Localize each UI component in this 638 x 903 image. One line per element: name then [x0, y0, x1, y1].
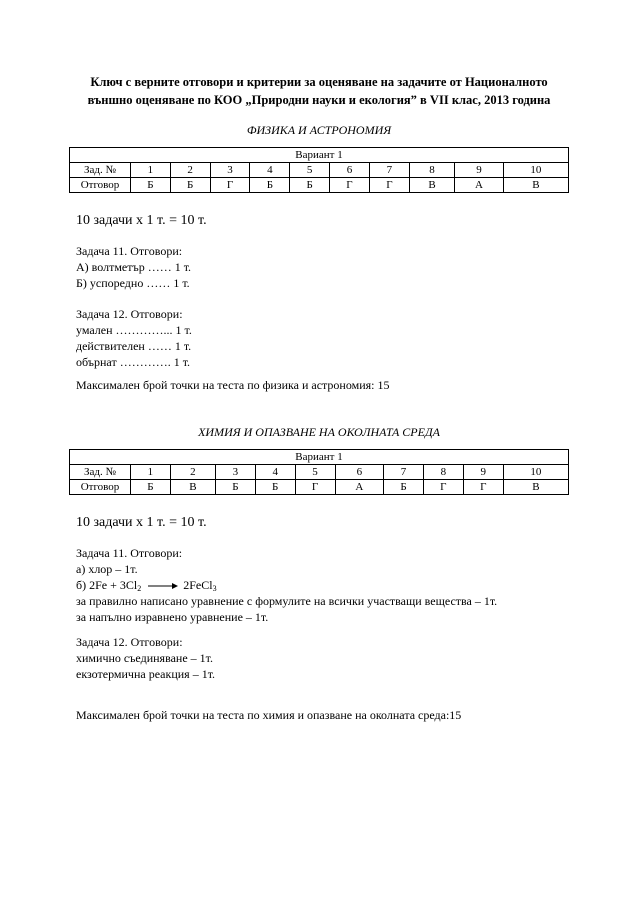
task-number: 10: [503, 465, 568, 480]
answer-cell: Б: [216, 480, 256, 495]
physics-section-heading: ФИЗИКА И АСТРОНОМИЯ: [246, 123, 392, 137]
reaction-arrow-icon: [148, 582, 178, 590]
chemistry-task11-answer-a: а) хлор – 1т.: [76, 562, 138, 576]
answer-cell: В: [503, 178, 568, 193]
answer-cell: В: [409, 178, 454, 193]
answer-cell: А: [455, 178, 504, 193]
task-number: 4: [250, 163, 290, 178]
task-number: 9: [463, 465, 503, 480]
answer-cell: Б: [255, 480, 295, 495]
task-number: 8: [423, 465, 463, 480]
answer-header: Отговор: [70, 480, 131, 495]
document-title-line-2: външно оценяване по КОО „Природни науки и екология” в VII клас, 2013 година: [87, 93, 551, 107]
equation-subscript: 2: [137, 584, 142, 593]
chemistry-score-line: 10 задачи х 1 т. = 10 т.: [76, 515, 207, 530]
task-number: 1: [131, 465, 171, 480]
task-number: 7: [369, 163, 409, 178]
physics-task12-line-2: действителен …… 1 т.: [76, 339, 192, 353]
task-number: 2: [170, 163, 210, 178]
answer-cell: Б: [384, 480, 424, 495]
task-number: 2: [170, 465, 215, 480]
answer-cell: Г: [210, 178, 250, 193]
answer-cell: Г: [295, 480, 335, 495]
document-title-line-1: Ключ с верните отговори и критерии за оценяване на задачите от Националното: [90, 75, 548, 89]
answer-cell: Г: [330, 178, 370, 193]
chemistry-task11-heading: Задача 11. Отговори:: [76, 546, 183, 560]
task-number: 10: [503, 163, 568, 178]
equation-product: 2FeCl: [183, 578, 213, 592]
chemistry-max-points: Максимален брой точки на теста по химия и опазване на околната среда:15: [76, 708, 462, 722]
answer-cell: Б: [131, 178, 171, 193]
chemistry-task12-line-1: химично съединяване – 1т.: [76, 651, 213, 665]
answer-cell: Б: [131, 480, 171, 495]
chemistry-answer-table: [69, 449, 569, 495]
equation-subscript: 3: [212, 584, 217, 593]
chemistry-task11-equation: [76, 577, 217, 593]
chemistry-answer-row: [70, 480, 569, 495]
physics-task12-line-3: обърнат …………. 1 т.: [76, 355, 191, 369]
physics-task11-heading: Задача 11. Отговори:: [76, 244, 183, 258]
chemistry-task-number-row: [70, 465, 569, 480]
physics-score-line: 10 задачи х 1 т. = 10 т.: [76, 213, 207, 228]
physics-task12-heading: Задача 12. Отговори:: [76, 307, 183, 321]
physics-variant-label: Вариант 1: [70, 148, 569, 163]
answer-cell: Б: [250, 178, 290, 193]
task-number: 4: [255, 465, 295, 480]
answer-cell: Г: [369, 178, 409, 193]
answer-cell: Б: [290, 178, 330, 193]
task-number: 1: [131, 163, 171, 178]
answer-cell: В: [503, 480, 568, 495]
task-number: 6: [335, 465, 384, 480]
chemistry-task11-criterion-1: за правилно написано уравнение с формулите на всички участващи вещества – 1т.: [76, 594, 498, 608]
task-number: 7: [384, 465, 424, 480]
chemistry-section-heading: ХИМИЯ И ОПАЗВАНЕ НА ОКОЛНАТА СРЕДА: [198, 425, 440, 439]
task-number: 3: [216, 465, 256, 480]
chemistry-task11-criterion-2: за напълно изравнено уравнение – 1т.: [76, 610, 269, 624]
answer-cell: В: [170, 480, 215, 495]
physics-task11-answer-a: А) волтметър …… 1 т.: [76, 260, 192, 274]
task-number: 5: [295, 465, 335, 480]
task-number: 6: [330, 163, 370, 178]
physics-answer-table: [69, 147, 569, 193]
task-number: 5: [290, 163, 330, 178]
task-number-header: Зад. №: [70, 163, 131, 178]
task-number: 3: [210, 163, 250, 178]
answer-cell: Г: [463, 480, 503, 495]
answer-cell: А: [335, 480, 384, 495]
task-number: 8: [409, 163, 454, 178]
answer-header: Отговор: [70, 178, 131, 193]
physics-task12-line-1: умален …………... 1 т.: [76, 323, 192, 337]
physics-task-number-row: [70, 163, 569, 178]
chemistry-task12-heading: Задача 12. Отговори:: [76, 635, 183, 649]
physics-answer-row: [70, 178, 569, 193]
answer-cell: Б: [170, 178, 210, 193]
task-number: 9: [455, 163, 504, 178]
chemistry-variant-label: Вариант 1: [70, 450, 569, 465]
physics-task11-answer-b: Б) успоредно …… 1 т.: [76, 276, 190, 290]
task-number-header: Зад. №: [70, 465, 131, 480]
physics-max-points: Максимален брой точки на теста по физика и астрономия: 15: [76, 378, 390, 392]
answer-cell: Г: [423, 480, 463, 495]
chemistry-task12-line-2: екзотермична реакция – 1т.: [76, 667, 216, 681]
equation-reactants: б) 2Fe + 3Cl: [76, 578, 138, 592]
